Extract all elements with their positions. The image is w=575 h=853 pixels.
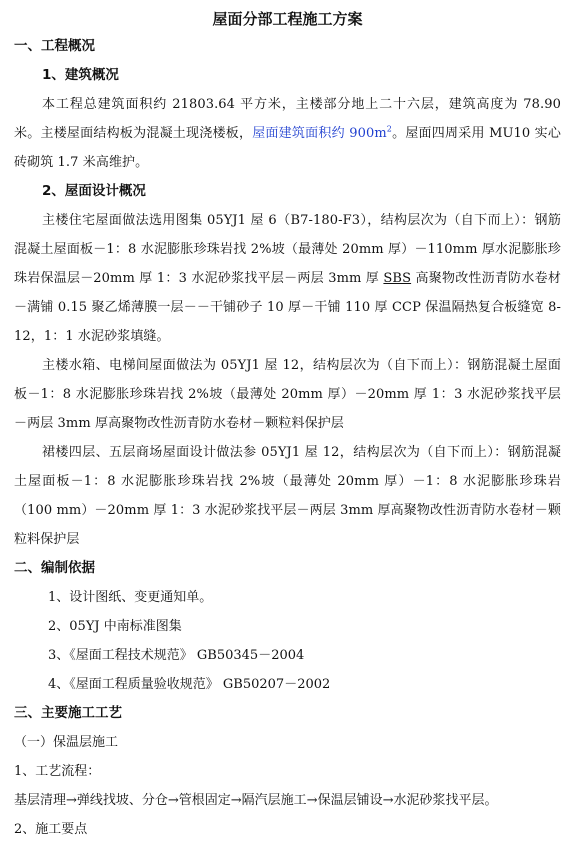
section-heading-basis: 二、编制依据: [14, 560, 95, 576]
construction-points-label: 2、施工要点: [14, 822, 88, 837]
subsection-heading-roof-design: 2、屋面设计概况: [42, 183, 146, 199]
process-flow-label: 1、工艺流程：: [14, 764, 101, 779]
roof-area-sup: 2: [386, 124, 392, 134]
main-roof-paragraph: [14, 206, 561, 351]
main-roof-text-a: 主楼住宅屋面做法选用图集 05YJ1 屋 6（B7-180-F3），结构层次为（自下而上）：钢筋混凝土屋面板－1：8 水泥膨胀珍珠岩找 2%坡（最薄处 20mm 厚）－110mm 厚水泥膨胀珍珠岩保温层－20mm 厚 1：3 水泥砂浆找平层－两层 3mm 厚: [14, 213, 561, 286]
main-roof-text-b: 高聚物改性沥青防水卷材－满铺 0.15 聚乙烯薄膜一层－－干铺砂子 10 厚－干铺 110 厚 CCP 保温隔热复合板缝宽 8-12，1：1 水泥砂浆填缝。: [14, 271, 561, 344]
basis-item-3: 3、《屋面工程技术规范》 GB50345－2004: [48, 648, 305, 663]
podium-roof-paragraph: 裙楼四层、五层商场屋面设计做法参 05YJ1 屋 12，结构层次为（自下而上）：钢筋混凝土屋面板－1：8 水泥膨胀珍珠岩找 2%坡（最薄处 20mm 厚）－1：8 水泥膨胀珍珠岩（100 mm）－20mm 厚 1：3 水泥砂浆找平层－两层 3mm 厚高聚物改性沥青防水卷材－颗粒料保护层: [14, 445, 561, 547]
subsection-heading-building: 1、建筑概况: [42, 67, 119, 83]
building-text-a: 本工程总建筑面积约 21803.64 平方米，主楼部分地上二十六层，建筑高度为 78.90 米。主楼屋面结构板为混凝土现浇楼板，: [14, 97, 561, 141]
roof-area-text: 屋面建筑面积约 900m: [252, 126, 387, 141]
section-heading-process: 三、主要施工工艺: [14, 705, 122, 721]
sbs-underlined: SBS: [383, 271, 412, 286]
document-title: 屋面分部工程施工方案: [212, 10, 363, 28]
basis-item-1: 1、设计图纸、变更通知单。: [48, 590, 213, 605]
process-flow-text: 基层清理→弹线找坡、分仓→管根固定→隔汽层施工→保温层铺设→水泥砂浆找平层。: [14, 793, 498, 808]
building-text-b: 。屋面四周采用 MU10 实心砖砌筑 1.7 米高维护。: [14, 126, 561, 170]
roof-area-highlight: [252, 126, 392, 141]
basis-item-2: 2、05YJ 中南标准图集: [48, 619, 182, 634]
tank-roof-paragraph: 主楼水箱、电梯间屋面做法为 05YJ1 屋 12，结构层次为（自下而上）：钢筋混凝土屋面板－1：8 水泥膨胀珍珠岩找 2%坡（最薄处 20mm 厚）－20mm 厚 1：3 水泥砂浆找平层－两层 3mm 厚高聚物改性沥青防水卷材－颗粒料保护层: [14, 358, 561, 431]
insulation-subheading: （一）保温层施工: [14, 735, 119, 750]
building-overview-paragraph: [14, 90, 561, 177]
section-heading-overview: 一、工程概况: [14, 38, 95, 54]
basis-item-4: 4、《屋面工程质量验收规范》 GB50207－2002: [48, 677, 331, 692]
